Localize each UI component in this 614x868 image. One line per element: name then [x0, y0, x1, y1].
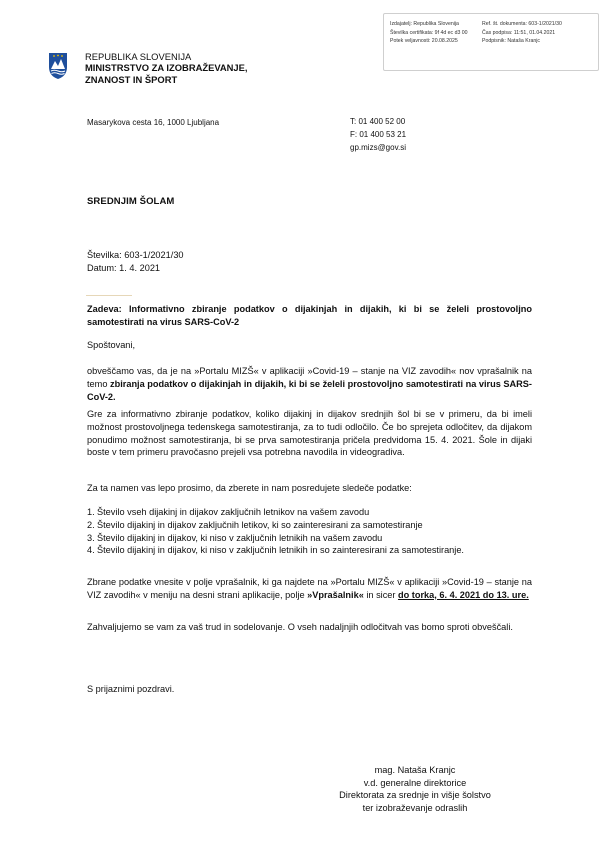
institution-header	[85, 51, 248, 85]
p4-text: Zbrane podatke vnesite v polje vprašalnik, ki ga najdete na »Portalu MIZŠ« v aplikaciji »Covid-19 – stanje na VIZ zavodih« v meniju na desni strani aplikacije, polje	[87, 577, 532, 600]
stamp-expiry: Potek veljavnosti: 20.08.2025	[390, 38, 458, 44]
subject: Zadeva: Informativno zbiranje podatkov o dijakinjah in dijakih, ki bi se želeli prostovoljno samotestirati na virus SARS-CoV-2	[87, 304, 532, 327]
signatory-org: Direktorata za srednje in višje šolstvo	[339, 790, 491, 800]
p1-text: obveščamo vas, da je na »Portalu MIZŠ« v aplikaciji »Covid-19 – stanje na VIZ zavodih« nov vprašalnik na temo	[87, 366, 532, 389]
stamp-ref: Ref. št. dokumenta: 603-1/2021/30	[482, 21, 562, 27]
list-number: 2.	[87, 519, 95, 530]
list-item	[87, 519, 532, 532]
list-text: Število vseh dijakinj in dijakov zaključnih letnikov na vašem zavodu	[97, 507, 370, 517]
contact-block	[350, 116, 406, 154]
ministry-address: Masarykova cesta 16, 1000 Ljubljana	[87, 118, 220, 127]
divider	[86, 295, 132, 296]
country-name: REPUBLIKA SLOVENIJA	[85, 51, 192, 62]
requested-data-list	[87, 506, 532, 557]
ministry-name-line2: ZNANOST IN ŠPORT	[85, 73, 178, 85]
signatory-name: mag. Nataša Kranjc	[374, 765, 456, 775]
stamp-cert: Številka certifikata: 9f 4d ec d3 00	[390, 29, 468, 36]
stamp-signer: Podpisnik: Nataša Kranjc	[482, 38, 540, 44]
stamp-time: Čas podpisa: 11:51, 01.04.2021	[482, 29, 556, 36]
ministry-name-line1: MINISTRSTVO ZA IZOBRAŽEVANJE,	[85, 62, 248, 74]
paragraph-4	[87, 576, 532, 602]
list-item	[87, 544, 532, 557]
list-number: 3.	[87, 532, 95, 543]
paragraph-3: Za ta namen vas lepo prosimo, da zberete in nam posredujete sledeče podatke:	[87, 483, 412, 493]
stamp-row	[390, 29, 592, 38]
email: gp.mizs@gov.si	[350, 142, 406, 152]
paragraph-1	[87, 365, 532, 403]
recipient: SREDNJIM ŠOLAM	[87, 196, 175, 207]
greeting: Spoštovani,	[87, 340, 136, 350]
signatory-title: v.d. generalne direktorice	[363, 777, 467, 788]
p4-text-2: in sicer	[363, 589, 399, 600]
slovenia-coat-of-arms-icon	[48, 52, 68, 80]
phone: T: 01 400 52 00	[350, 117, 406, 126]
paragraph-2: Gre za informativno zbiranje podatkov, koliko dijakinj in dijakov srednjih šol bi se v primeru, da bi imeli možnost prostovoljnega tedenskega samotestiranja, za to tudi odločilo. Če bo sprejeta odločitev, da dijakom ponudimo možnost samotestiranja, bi se prva samotestiranja pričela predvidoma 15. 4. 2021. Šole in dijaki boste v tem primeru pravočasno prejeli vsa potrebna navodila in videogradiva.	[87, 409, 532, 458]
fax: F: 01 400 53 21	[350, 129, 407, 139]
document-date: Datum: 1. 4. 2021	[87, 262, 161, 273]
paragraph-5: Zahvaljujemo se vam za vaš trud in sodelovanje. O vseh nadaljnjih odločitvah vas bomo sproti obveščali.	[87, 622, 513, 632]
list-text: Število dijakinj in dijakov zaključnih letikov, ki so zainteresirani za samotestiranje	[97, 519, 423, 530]
list-number: 1.	[87, 507, 95, 517]
p4-deadline: do torka, 6. 4. 2021 do 13. ure.	[398, 589, 529, 600]
stamp-issuer: Izdajatelj: Republika Slovenija	[390, 21, 459, 27]
signatory-org-2: ter izobraževanje odraslih	[362, 802, 468, 813]
document-meta	[87, 249, 184, 274]
list-item	[87, 506, 532, 519]
document-number: Številka: 603-1/2021/30	[87, 250, 184, 260]
list-text: Število dijakinj in dijakov, ki niso v zaključnih letnikih in so zainteresirani za samotestiranje.	[97, 545, 464, 556]
signature-stamp	[383, 13, 599, 71]
list-text: Število dijakinj in dijakov, ki niso v zaključnih letnikih na vašem zavodu	[97, 532, 383, 543]
p1-bold: zbiranja podatkov o dijakinjah in dijakih, ki bi se želeli prostovoljno samotestirati na virus SARS-CoV-2.	[87, 378, 532, 402]
stamp-row	[390, 37, 592, 46]
closing: S prijaznimi pozdravi.	[87, 684, 175, 694]
p4-field-name: »Vprašalnik«	[307, 589, 364, 600]
signature-block	[310, 764, 520, 814]
list-item	[87, 532, 532, 545]
list-number: 4.	[87, 545, 95, 556]
stamp-row	[390, 20, 592, 29]
